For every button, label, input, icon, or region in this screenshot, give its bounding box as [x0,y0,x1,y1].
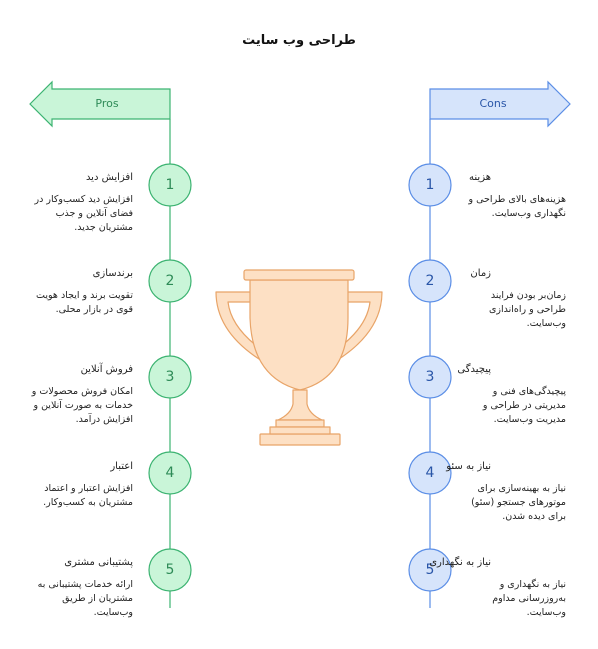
page-title: طراحی وب سایت [242,33,356,48]
pros-number-2: 2 [165,273,175,289]
pros-item-5-desc: ارائه خدمات پشتیبانی به مشتریان از طریق وب‌سایت. [37,579,133,618]
pros-item-1-title: افزایش دید [85,172,133,183]
pros-item-2-title: برندسازی [92,268,133,279]
cons-item-2-desc: زمان‌بر بودن فرایند طراحی و راه‌اندازی وب‌سایت. [489,290,566,329]
cons-item-5-title: نیاز به نگهداری [429,557,491,568]
pros-item-4-desc: افزایش اعتبار و اعتماد مشتریان به کسب‌وکار. [43,483,133,508]
pros-number-5: 5 [165,562,175,578]
cons-item-5-desc: نیاز به نگهداری و به‌روزرسانی مداوم وب‌سایت. [492,579,566,618]
cons-item-3-desc: پیچیدگی‌های فنی و مدیریتی در طراحی و مدیریت وب‌سایت. [482,386,566,425]
cons-number-2: 2 [425,273,435,289]
cons-number-3: 3 [425,369,435,385]
cons-label: Cons [479,97,507,110]
cons-number-1: 1 [425,177,435,193]
pros-number-3: 3 [165,369,175,385]
trophy-cup [250,280,348,390]
cons-number-4: 4 [425,465,435,481]
trophy-icon [216,270,382,445]
pros-item-3-desc: امکان فروش محصولات و خدمات به صورت آنلاین و افزایش درآمد. [31,386,133,425]
cons-item-2-title: زمان [470,268,491,279]
cons-item-1-title: هزینه [469,172,491,183]
pros-item-1-desc: افزایش دید کسب‌وکار در فضای آنلاین و جذب مشتریان جدید. [34,194,133,233]
pros-label: Pros [95,97,119,110]
pros-number-1: 1 [165,177,175,193]
trophy-base-mid [270,427,330,434]
trophy-stem [278,390,322,420]
cons-item-1-desc: هزینه‌های بالای طراحی و نگهداری وب‌سایت. [468,194,566,219]
pros-item-3-title: فروش آنلاین [80,364,133,375]
pros-item-2-desc: تقویت برند و ایجاد هویت قوی در بازار محلی. [36,290,133,315]
cons-item-3-title: پیچیدگی [457,364,491,375]
pros-number-4: 4 [165,465,175,481]
cons-number-5: 5 [425,562,435,578]
cons-item-4-desc: نیاز به بهینه‌سازی برای موتورهای جستجو (سئو) برای دیده شدن. [471,483,566,522]
pros-item-5-title: پشتیبانی مشتری [64,557,133,568]
cons-item-4-title: نیاز به سئو [446,461,491,472]
pros-item-4-title: اعتبار [110,461,133,472]
trophy-rim [244,270,354,280]
trophy-base-top [276,420,324,427]
trophy-base [260,434,340,445]
